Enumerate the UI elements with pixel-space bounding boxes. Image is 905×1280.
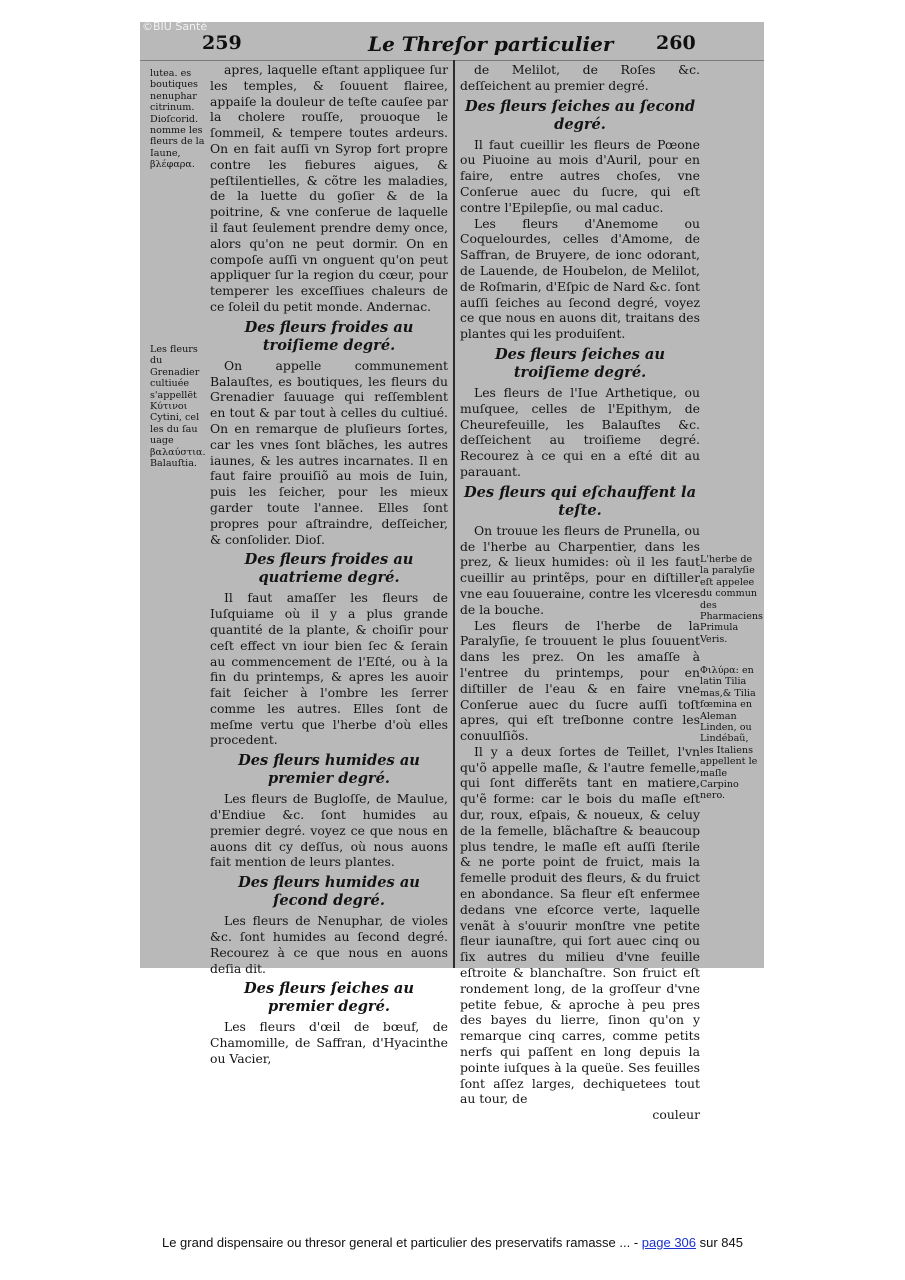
right-text-column xyxy=(460,62,700,1123)
section-heading: Des fleurs froides au troiſieme degré. xyxy=(244,318,414,354)
paragraph: Il faut cueillir les fleurs de Pœone ou Piuoine au mois d'Auril, pour en faire, entre autres choſes, vne Conſerue auec du ſucre, qui eſt contre l'Epilepſie, ou mal caduc. xyxy=(460,136,700,215)
section-heading: Des fleurs qui eſchauffent la teſte. xyxy=(463,483,697,519)
running-title: Le Threſor particulier xyxy=(368,32,614,56)
catchword: couleur xyxy=(652,1107,700,1123)
paragraph: Les fleurs de l'Iue Arthetique, ou muſquee, celles de l'Epithym, de Cheurefeuille, les Balauſtes &c. deſſeichent au troiſieme degré. Recourez à ce qui en a eſté dit au parauant. xyxy=(460,384,700,479)
footer-book-title: Le grand dispensaire ou thresor general et particulier des preservatifs ramasse ... - xyxy=(161,1235,642,1250)
section-heading: Des fleurs humides au premier degré. xyxy=(238,752,420,788)
paragraph: Les fleurs d'œil de bœuf, de Chamomille, de Saffran, d'Hyacinthe ou Vacier, xyxy=(210,1019,448,1067)
paragraph: Les fleurs de Nenuphar, de violes &c. ſont humides au ſecond degré. Recourez à ce que nous en auons deſia dit. xyxy=(210,913,448,976)
left-page-number: 259 xyxy=(202,32,242,54)
paragraph: de Melilot, de Roſes &c. deſſeichent au premier degré. xyxy=(460,62,700,93)
section-heading: Des fleurs ſeiches au premier degré. xyxy=(244,980,414,1016)
paragraph: Les fleurs de l'herbe de la Paralyſie, ſe trouuent le plus ſouuent dans les prez. On les amaſſe à l'entree du printemps, pour en diſtiller de l'eau & en faire vne Conſerue auec du ſucre auſſi toſt apres, qui eſt treſbonne contre les conuulſiõs. xyxy=(460,617,700,744)
section-heading: Des fleurs ſeiches au ſecond degré. xyxy=(464,97,696,133)
scanned-page xyxy=(140,20,764,1123)
paragraph: Il y a deux ſortes de Teillet, l'vn qu'õ appelle maſle, & l'autre femelle, qui ſont differẽts tant en matiere, qu'ẽ forme: car le bois du maſle eſt dur, roux, eſpais, & noueux, & celuy de la femelle, blãchaſtre & beaucoup plus tendre, le maſle eſt auſſi ſterile & ne porte point de fruict, mais la femelle produit des fleurs, & du fruict en abondance. Sa fleur eſt enfermee dedans vne eſcorce verte, laquelle venãt à s'ouurir monſtre vne petite fleur iaunaſtre, qui ſort auec cinq ou ſix autres du milieu d'vne feuille eſtroite & blanchaſtre. Son fruict eſt rondement long, de la groſſeur d'vne petite febue, & aproche à peu pres des bayes du lierre, ſinon qu'on y remarque cinq carres, comme petits nerfs qui paſſent en long depuis la pointe iuſques à la queüe. Ses feuilles ſont aſſez larges, dechiquetees tout au tour, de xyxy=(460,743,700,1107)
paragraph: On appelle communement Balauſtes, es boutiques, les fleurs du Grenadier ſauuage qui reſſemblent en tout & par tout à celles du cultiué. On en remarque de pluſieurs ſortes, car les vnes ſont blãches, les autres iaunes, & les autres incarnates. Il en faut faire prouiſiõ au mois de Iuin, puis les ſeicher, pour les mieux garder toute l'annee. Elles ſont propres pour aſtraindre, deſſeicher, & conſolider. Dioſ. xyxy=(210,357,448,547)
watermark: ©BIU Santé xyxy=(142,20,208,33)
margin-note-tilia: Φιλύρα: en latin Tilia mas,& Tilia fœmina en Aleman Linden, ou Lindébaũ, les Italiens appellent le maſle Carpino nero. xyxy=(700,665,758,802)
right-page-number: 260 xyxy=(656,32,696,54)
left-text-column xyxy=(210,62,448,1067)
section-heading: Des fleurs humides au ſecond degré. xyxy=(238,874,420,910)
margin-note-lutea: lutea. es boutiques nenuphar citrinum. Dioſcorid. nomme les fleurs de la Iaune, βλέφαρα. xyxy=(150,68,205,171)
section-heading: Des fleurs ſeiches au troiſieme degré. xyxy=(495,345,665,381)
page-footer xyxy=(0,1235,905,1250)
paragraph: On trouue les fleurs de Prunella, ou de l'herbe au Charpentier, dans les prez, & lieux humides: où il les faut cueillir au printẽps, pour en diſtiller vne eau ſouueraine, contre les vlceres de la bouche. xyxy=(460,522,700,617)
paragraph: Il faut amaſſer les fleurs de Iuſquiame où il y a plus grande quantité de la plante, & choiſir pour ceſt effect vn iour bien ſec & ſerain au commencement de l'Eſté, ou à la fin du printemps, & apres les auoir fait ſeicher à l'ombre les ſerrer comme les autres. Elles ſont de meſme vertu que l'herbe d'où elles procedent. xyxy=(210,590,448,748)
paragraph: Les fleurs d'Anemome ou Coquelourdes, celles d'Amome, de Saffran, de Bruyere, de ionc odorant, de Lauende, de Houbelon, de Melilot, de Roſmarin, d'Eſpic de Nard &c. ſont auſſi ſeiches au ſecond degré, voyez ce que nous en auons dit, traitans des plantes qui les produiſent. xyxy=(460,215,700,342)
header-rule xyxy=(140,60,764,61)
section-heading: Des fleurs froides au quatrieme degré. xyxy=(244,551,414,587)
margin-note-grenadier: Les fleurs du Grenadier cultiuée s'appellēt Κύτινοι Cytini, cel les du ſau uage βαλαύστια. Balauſtia. xyxy=(150,344,206,470)
paragraph: apres, laquelle eſtant appliquee ſur les temples, & ſouuent flairee, appaiſe la douleur de teſte cauſee par la cholere rouſſe, prouoque le ſommeil, & tempere toutes ardeurs. On en fait auſſi vn Syrop fort propre contre les fiebures aigues, & peſtilentielles, & cõtre les maladies, de la luette du goſier & de la poitrine, & vne conſerue de laquelle il faut ſeulement prendre demy once, alors qu'on ne peut dormir. On en compoſe auſſi vn onguent qu'on peut appliquer ſur la region du cœur, pour temperer les exceſſiues chaleurs de ce ſoleil du petit monde. Andernac. xyxy=(210,62,448,314)
footer-page-total: sur 845 xyxy=(696,1235,743,1250)
margin-note-paralysie: L'herbe de la paralyſie eſt appelee du commun des Pharmaciens Primula Veris. xyxy=(700,554,763,645)
column-divider xyxy=(453,60,455,968)
paragraph: Les fleurs de Bugloſſe, de Maulue, d'Endiue &c. ſont humides au premier degré. voyez ce que nous en auons dit cy deſſus, où nous auons fait mention de leurs plantes. xyxy=(210,791,448,870)
page-link[interactable]: page 306 xyxy=(641,1235,697,1250)
